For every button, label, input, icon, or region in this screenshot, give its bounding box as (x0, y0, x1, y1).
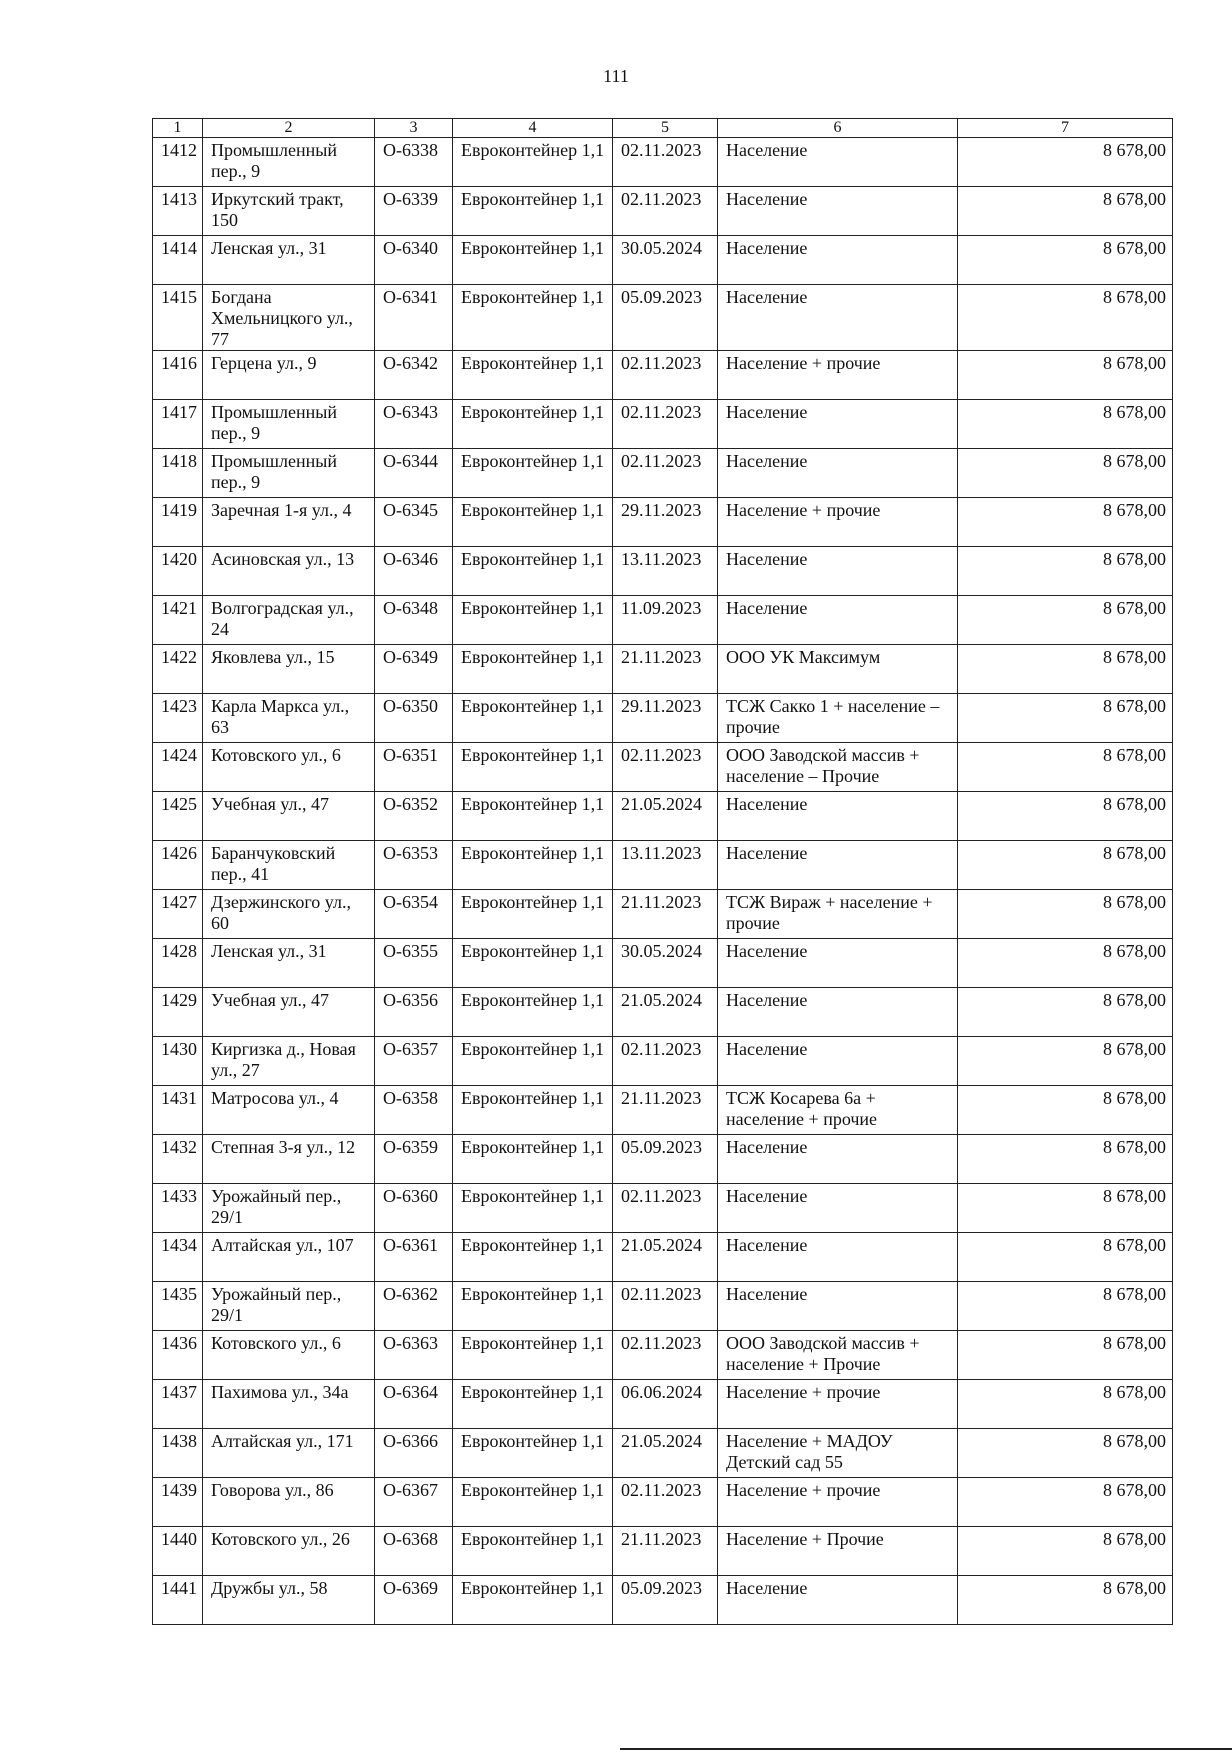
container-type-cell: Евроконтейнер 1,1 (453, 988, 613, 1037)
row-number: 1436 (153, 1331, 203, 1380)
amount-cell: 8 678,00 (958, 1429, 1173, 1478)
table-row (153, 1331, 1173, 1380)
table-row (153, 449, 1173, 498)
amount-cell: 8 678,00 (958, 1478, 1173, 1527)
address-cell: Ленская ул., 31 (203, 236, 375, 285)
table-row (153, 351, 1173, 400)
container-type-cell: Евроконтейнер 1,1 (453, 138, 613, 187)
amount-cell: 8 678,00 (958, 792, 1173, 841)
date-cell: 05.09.2023 (613, 1135, 718, 1184)
table-row (153, 645, 1173, 694)
owner-cell: Население (718, 236, 958, 285)
table-row (153, 1380, 1173, 1429)
row-number: 1434 (153, 1233, 203, 1282)
table-row (153, 236, 1173, 285)
site-code-cell: О-6366 (375, 1429, 453, 1478)
container-type-cell: Евроконтейнер 1,1 (453, 1527, 613, 1576)
container-type-cell: Евроконтейнер 1,1 (453, 1086, 613, 1135)
row-number: 1422 (153, 645, 203, 694)
owner-cell: Население (718, 547, 958, 596)
address-cell: Баранчуковский пер., 41 (203, 841, 375, 890)
table-row (153, 1282, 1173, 1331)
date-cell: 30.05.2024 (613, 236, 718, 285)
row-number: 1421 (153, 596, 203, 645)
address-cell: Яковлева ул., 15 (203, 645, 375, 694)
address-cell: Промышленный пер., 9 (203, 138, 375, 187)
date-cell: 21.11.2023 (613, 645, 718, 694)
amount-cell: 8 678,00 (958, 498, 1173, 547)
amount-cell: 8 678,00 (958, 351, 1173, 400)
amount-cell: 8 678,00 (958, 449, 1173, 498)
owner-cell: Население (718, 596, 958, 645)
amount-cell: 8 678,00 (958, 400, 1173, 449)
container-type-cell: Евроконтейнер 1,1 (453, 1184, 613, 1233)
container-type-cell: Евроконтейнер 1,1 (453, 187, 613, 236)
column-header: 3 (375, 119, 453, 138)
container-type-cell: Евроконтейнер 1,1 (453, 890, 613, 939)
amount-cell: 8 678,00 (958, 285, 1173, 351)
table-row (153, 400, 1173, 449)
address-cell: Котовского ул., 6 (203, 743, 375, 792)
container-type-cell: Евроконтейнер 1,1 (453, 1135, 613, 1184)
owner-cell: ТСЖ Вираж + население + прочие (718, 890, 958, 939)
site-code-cell: О-6362 (375, 1282, 453, 1331)
address-cell: Дружбы ул., 58 (203, 1576, 375, 1625)
address-cell: Степная 3-я ул., 12 (203, 1135, 375, 1184)
date-cell: 02.11.2023 (613, 138, 718, 187)
amount-cell: 8 678,00 (958, 1527, 1173, 1576)
site-code-cell: О-6356 (375, 988, 453, 1037)
owner-cell: Население + прочие (718, 1478, 958, 1527)
address-cell: Говорова ул., 86 (203, 1478, 375, 1527)
owner-cell: Население + прочие (718, 498, 958, 547)
owner-cell: Население (718, 1576, 958, 1625)
site-code-cell: О-6355 (375, 939, 453, 988)
row-number: 1417 (153, 400, 203, 449)
table-row (153, 939, 1173, 988)
amount-cell: 8 678,00 (958, 743, 1173, 792)
row-number: 1430 (153, 1037, 203, 1086)
date-cell: 02.11.2023 (613, 187, 718, 236)
container-type-cell: Евроконтейнер 1,1 (453, 596, 613, 645)
owner-cell: Население (718, 792, 958, 841)
owner-cell: Население (718, 1037, 958, 1086)
date-cell: 21.11.2023 (613, 890, 718, 939)
column-header: 4 (453, 119, 613, 138)
owner-cell: ТСЖ Сакко 1 + население – прочие (718, 694, 958, 743)
amount-cell: 8 678,00 (958, 1576, 1173, 1625)
row-number: 1431 (153, 1086, 203, 1135)
date-cell: 21.05.2024 (613, 1233, 718, 1282)
row-number: 1423 (153, 694, 203, 743)
site-code-cell: О-6352 (375, 792, 453, 841)
site-code-cell: О-6368 (375, 1527, 453, 1576)
amount-cell: 8 678,00 (958, 988, 1173, 1037)
site-code-cell: О-6357 (375, 1037, 453, 1086)
address-cell: Матросова ул., 4 (203, 1086, 375, 1135)
address-cell: Пахимова ул., 34а (203, 1380, 375, 1429)
site-code-cell: О-6353 (375, 841, 453, 890)
container-type-cell: Евроконтейнер 1,1 (453, 1233, 613, 1282)
table-row (153, 187, 1173, 236)
amount-cell: 8 678,00 (958, 1086, 1173, 1135)
row-number: 1415 (153, 285, 203, 351)
address-cell: Заречная 1-я ул., 4 (203, 498, 375, 547)
table-row (153, 1233, 1173, 1282)
site-code-cell: О-6364 (375, 1380, 453, 1429)
address-cell: Учебная ул., 47 (203, 988, 375, 1037)
date-cell: 21.05.2024 (613, 1429, 718, 1478)
row-number: 1419 (153, 498, 203, 547)
column-header: 1 (153, 119, 203, 138)
site-code-cell: О-6358 (375, 1086, 453, 1135)
date-cell: 05.09.2023 (613, 285, 718, 351)
row-number: 1427 (153, 890, 203, 939)
table-row (153, 890, 1173, 939)
row-number: 1425 (153, 792, 203, 841)
row-number: 1439 (153, 1478, 203, 1527)
row-number: 1441 (153, 1576, 203, 1625)
site-code-cell: О-6369 (375, 1576, 453, 1625)
address-cell: Котовского ул., 6 (203, 1331, 375, 1380)
owner-cell: ООО Заводской массив + население + Прочие (718, 1331, 958, 1380)
table-row (153, 138, 1173, 187)
owner-cell: ТСЖ Косарева 6а + население + прочие (718, 1086, 958, 1135)
address-cell: Киргизка д., Новая ул., 27 (203, 1037, 375, 1086)
site-code-cell: О-6340 (375, 236, 453, 285)
amount-cell: 8 678,00 (958, 1380, 1173, 1429)
date-cell: 02.11.2023 (613, 449, 718, 498)
container-type-cell: Евроконтейнер 1,1 (453, 1429, 613, 1478)
date-cell: 21.11.2023 (613, 1527, 718, 1576)
date-cell: 21.11.2023 (613, 1086, 718, 1135)
container-type-cell: Евроконтейнер 1,1 (453, 1380, 613, 1429)
row-number: 1438 (153, 1429, 203, 1478)
table-row (153, 547, 1173, 596)
row-number: 1414 (153, 236, 203, 285)
row-number: 1433 (153, 1184, 203, 1233)
address-cell: Ленская ул., 31 (203, 939, 375, 988)
table-row (153, 596, 1173, 645)
site-code-cell: О-6339 (375, 187, 453, 236)
column-header: 2 (203, 119, 375, 138)
column-header: 7 (958, 119, 1173, 138)
container-type-cell: Евроконтейнер 1,1 (453, 1478, 613, 1527)
owner-cell: Население + прочие (718, 351, 958, 400)
amount-cell: 8 678,00 (958, 890, 1173, 939)
owner-cell: ООО УК Максимум (718, 645, 958, 694)
date-cell: 02.11.2023 (613, 351, 718, 400)
address-cell: Асиновская ул., 13 (203, 547, 375, 596)
container-type-cell: Евроконтейнер 1,1 (453, 743, 613, 792)
amount-cell: 8 678,00 (958, 596, 1173, 645)
site-code-cell: О-6367 (375, 1478, 453, 1527)
site-code-cell: О-6349 (375, 645, 453, 694)
container-registry-table (152, 118, 1173, 1625)
site-code-cell: О-6341 (375, 285, 453, 351)
amount-cell: 8 678,00 (958, 138, 1173, 187)
row-number: 1426 (153, 841, 203, 890)
owner-cell: Население (718, 841, 958, 890)
container-type-cell: Евроконтейнер 1,1 (453, 841, 613, 890)
address-cell: Иркутский тракт, 150 (203, 187, 375, 236)
owner-cell: Население (718, 449, 958, 498)
site-code-cell: О-6348 (375, 596, 453, 645)
date-cell: 13.11.2023 (613, 841, 718, 890)
container-type-cell: Евроконтейнер 1,1 (453, 236, 613, 285)
owner-cell: Население (718, 939, 958, 988)
owner-cell: Население (718, 138, 958, 187)
site-code-cell: О-6354 (375, 890, 453, 939)
table-row (153, 1527, 1173, 1576)
date-cell: 02.11.2023 (613, 1037, 718, 1086)
site-code-cell: О-6351 (375, 743, 453, 792)
table-row (153, 988, 1173, 1037)
row-number: 1440 (153, 1527, 203, 1576)
address-cell: Богдана Хмельницкого ул., 77 (203, 285, 375, 351)
address-cell: Волгоградская ул., 24 (203, 596, 375, 645)
table-row (153, 1135, 1173, 1184)
container-type-cell: Евроконтейнер 1,1 (453, 400, 613, 449)
row-number: 1432 (153, 1135, 203, 1184)
address-cell: Промышленный пер., 9 (203, 400, 375, 449)
date-cell: 30.05.2024 (613, 939, 718, 988)
table-row (153, 1429, 1173, 1478)
table-row (153, 1478, 1173, 1527)
table-row (153, 1184, 1173, 1233)
container-type-cell: Евроконтейнер 1,1 (453, 351, 613, 400)
date-cell: 21.05.2024 (613, 792, 718, 841)
row-number: 1416 (153, 351, 203, 400)
date-cell: 02.11.2023 (613, 400, 718, 449)
row-number: 1435 (153, 1282, 203, 1331)
owner-cell: Население (718, 988, 958, 1037)
address-cell: Дзержинского ул., 60 (203, 890, 375, 939)
date-cell: 06.06.2024 (613, 1380, 718, 1429)
address-cell: Алтайская ул., 171 (203, 1429, 375, 1478)
row-number: 1428 (153, 939, 203, 988)
date-cell: 13.11.2023 (613, 547, 718, 596)
owner-cell: Население (718, 1282, 958, 1331)
container-type-cell: Евроконтейнер 1,1 (453, 792, 613, 841)
container-type-cell: Евроконтейнер 1,1 (453, 1037, 613, 1086)
address-cell: Алтайская ул., 107 (203, 1233, 375, 1282)
date-cell: 11.09.2023 (613, 596, 718, 645)
table-row (153, 743, 1173, 792)
date-cell: 29.11.2023 (613, 694, 718, 743)
site-code-cell: О-6338 (375, 138, 453, 187)
row-number: 1418 (153, 449, 203, 498)
site-code-cell: О-6344 (375, 449, 453, 498)
date-cell: 02.11.2023 (613, 1478, 718, 1527)
table-row (153, 498, 1173, 547)
site-code-cell: О-6346 (375, 547, 453, 596)
owner-cell: ООО Заводской массив + население – Прочие (718, 743, 958, 792)
amount-cell: 8 678,00 (958, 1135, 1173, 1184)
owner-cell: Население (718, 1233, 958, 1282)
address-cell: Котовского ул., 26 (203, 1527, 375, 1576)
date-cell: 02.11.2023 (613, 1282, 718, 1331)
date-cell: 02.11.2023 (613, 1184, 718, 1233)
amount-cell: 8 678,00 (958, 645, 1173, 694)
owner-cell: Население (718, 1184, 958, 1233)
table-row (153, 694, 1173, 743)
owner-cell: Население (718, 400, 958, 449)
container-type-cell: Евроконтейнер 1,1 (453, 1576, 613, 1625)
amount-cell: 8 678,00 (958, 1233, 1173, 1282)
amount-cell: 8 678,00 (958, 547, 1173, 596)
amount-cell: 8 678,00 (958, 236, 1173, 285)
site-code-cell: О-6350 (375, 694, 453, 743)
amount-cell: 8 678,00 (958, 1331, 1173, 1380)
container-type-cell: Евроконтейнер 1,1 (453, 939, 613, 988)
address-cell: Промышленный пер., 9 (203, 449, 375, 498)
table-row (153, 1576, 1173, 1625)
date-cell: 21.05.2024 (613, 988, 718, 1037)
date-cell: 02.11.2023 (613, 1331, 718, 1380)
container-type-cell: Евроконтейнер 1,1 (453, 645, 613, 694)
address-cell: Герцена ул., 9 (203, 351, 375, 400)
table-row (153, 285, 1173, 351)
site-code-cell: О-6343 (375, 400, 453, 449)
site-code-cell: О-6360 (375, 1184, 453, 1233)
page-number: 111 (603, 66, 629, 86)
address-cell: Карла Маркса ул., 63 (203, 694, 375, 743)
container-type-cell: Евроконтейнер 1,1 (453, 285, 613, 351)
container-type-cell: Евроконтейнер 1,1 (453, 498, 613, 547)
owner-cell: Население (718, 285, 958, 351)
container-type-cell: Евроконтейнер 1,1 (453, 1331, 613, 1380)
owner-cell: Население (718, 1135, 958, 1184)
address-cell: Урожайный пер., 29/1 (203, 1282, 375, 1331)
table-row (153, 792, 1173, 841)
site-code-cell: О-6342 (375, 351, 453, 400)
row-number: 1424 (153, 743, 203, 792)
site-code-cell: О-6345 (375, 498, 453, 547)
site-code-cell: О-6361 (375, 1233, 453, 1282)
amount-cell: 8 678,00 (958, 939, 1173, 988)
container-type-cell: Евроконтейнер 1,1 (453, 1282, 613, 1331)
column-header: 5 (613, 119, 718, 138)
container-type-cell: Евроконтейнер 1,1 (453, 449, 613, 498)
container-type-cell: Евроконтейнер 1,1 (453, 694, 613, 743)
owner-cell: Население + прочие (718, 1380, 958, 1429)
amount-cell: 8 678,00 (958, 187, 1173, 236)
owner-cell: Население + МАДОУ Детский сад 55 (718, 1429, 958, 1478)
amount-cell: 8 678,00 (958, 694, 1173, 743)
column-header: 6 (718, 119, 958, 138)
container-type-cell: Евроконтейнер 1,1 (453, 547, 613, 596)
table-row (153, 1086, 1173, 1135)
address-cell: Урожайный пер., 29/1 (203, 1184, 375, 1233)
column-header-row (153, 119, 1173, 138)
date-cell: 02.11.2023 (613, 743, 718, 792)
date-cell: 05.09.2023 (613, 1576, 718, 1625)
amount-cell: 8 678,00 (958, 841, 1173, 890)
table-row (153, 1037, 1173, 1086)
row-number: 1420 (153, 547, 203, 596)
date-cell: 29.11.2023 (613, 498, 718, 547)
row-number: 1437 (153, 1380, 203, 1429)
table-row (153, 841, 1173, 890)
row-number: 1413 (153, 187, 203, 236)
address-cell: Учебная ул., 47 (203, 792, 375, 841)
amount-cell: 8 678,00 (958, 1282, 1173, 1331)
site-code-cell: О-6363 (375, 1331, 453, 1380)
amount-cell: 8 678,00 (958, 1037, 1173, 1086)
owner-cell: Население + Прочие (718, 1527, 958, 1576)
site-code-cell: О-6359 (375, 1135, 453, 1184)
row-number: 1429 (153, 988, 203, 1037)
amount-cell: 8 678,00 (958, 1184, 1173, 1233)
row-number: 1412 (153, 138, 203, 187)
owner-cell: Население (718, 187, 958, 236)
bottom-rule (620, 1748, 1232, 1750)
